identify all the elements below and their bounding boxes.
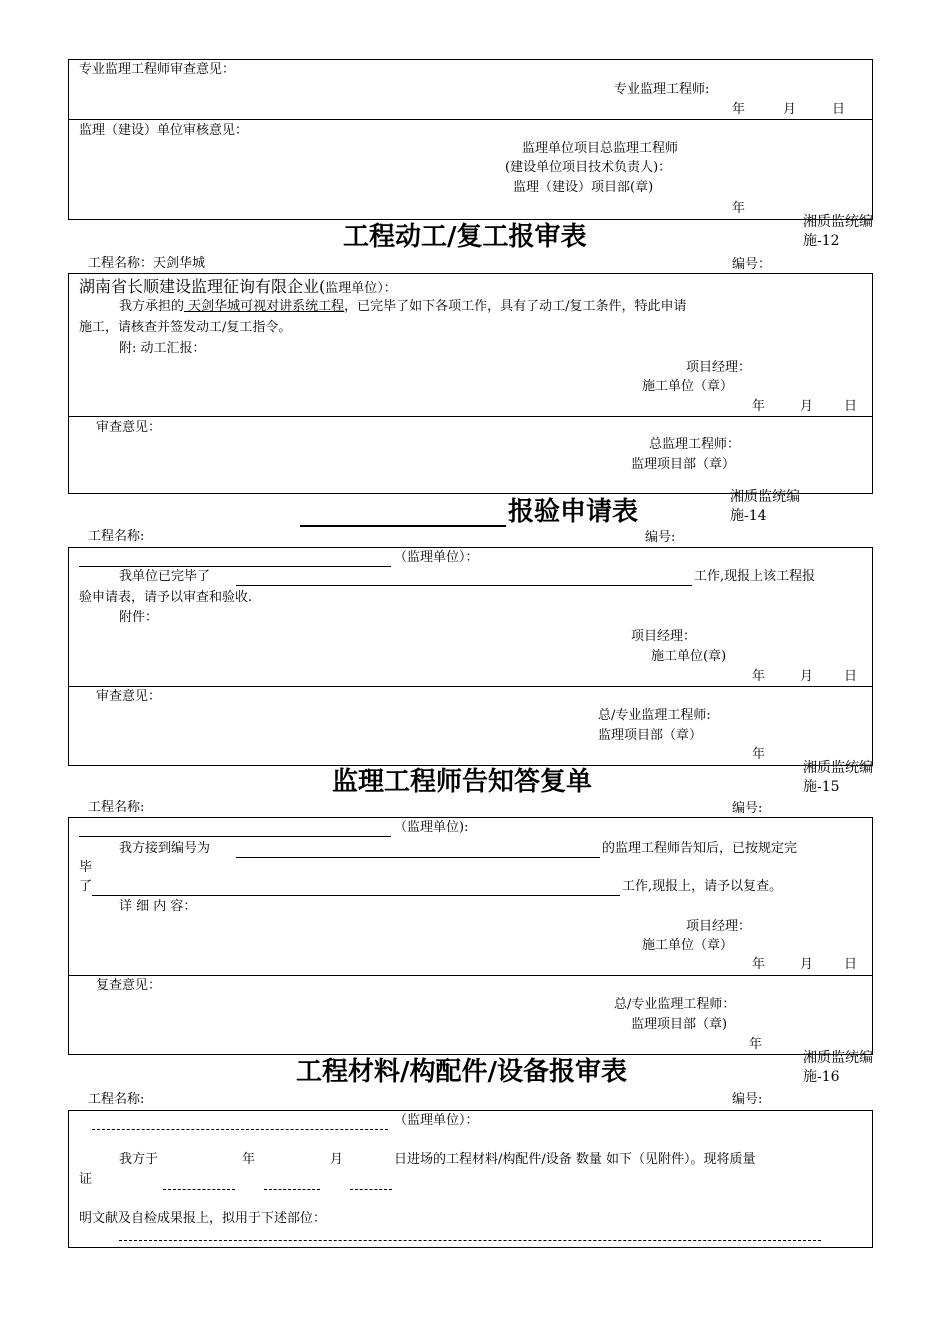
date-day: 日 (844, 669, 858, 684)
month-blank (264, 1189, 320, 1190)
addressee-suffix: （监理单位): (394, 820, 469, 835)
body-prefix: 我单位已完毕了 (119, 569, 211, 584)
dept-seal-label: 监理项目部（章) (631, 1017, 728, 1032)
number-label: 编号: (645, 530, 676, 545)
contractor-label: 施工单位(章) (651, 649, 727, 664)
body-text (119, 300, 687, 315)
number-label: 编号: (732, 1092, 763, 1107)
detail-label: 详 细 内 容： (119, 899, 197, 914)
attachment-label: 附件： (119, 610, 159, 625)
form14-title: 报验申请表 (508, 497, 639, 527)
form16-title: 工程材料/构配件/设备报审表 (296, 1057, 627, 1087)
body-year: 年 (242, 1152, 256, 1167)
date-year: 年 (752, 747, 766, 762)
date-year: 年 (752, 957, 766, 972)
body-suffix: 日进场的工程材料/构配件/设备 数量 如下（见附件）。现将质量 (394, 1152, 756, 1167)
date-year: 年 (749, 1037, 763, 1052)
date-month: 月 (800, 669, 814, 684)
body-line3: 明文献及自检成果报上，拟用于下述部位： (79, 1211, 327, 1226)
work-blank (236, 585, 692, 586)
chief-engineer-label: 总/专业监理工程师: (598, 708, 711, 723)
contractor-label: 施工单位（章） (642, 938, 734, 953)
row-divider (68, 975, 873, 976)
date-month: 月 (783, 102, 797, 117)
form16-table (68, 1110, 873, 1248)
dept-seal-label: 监理项目部（章） (631, 457, 736, 472)
form-code-15 (803, 759, 903, 797)
project-name-label: 工程名称: (88, 1092, 145, 1107)
body-suffix: 工作,现报上该工程报 (694, 569, 816, 584)
title-blank-line (300, 525, 506, 527)
engineer-signature-label: 专业监理工程师: (614, 82, 710, 97)
body-project: 天剑华城可视对讲系统工程 (184, 299, 345, 314)
attachment-label: 附: 动工汇报： (119, 341, 206, 356)
day-blank (350, 1189, 392, 1190)
number-label: 编号: (732, 801, 763, 816)
review-label: 审查意见： (96, 420, 162, 435)
year-blank (163, 1189, 235, 1190)
form-code-line1: 湘质监统编 (730, 489, 800, 505)
project-name-label: 工程名称: (88, 529, 145, 544)
pm-label: 项目经理： (686, 919, 752, 934)
date-day: 日 (844, 957, 858, 972)
dept-seal-label: 监理项目部（章） (598, 728, 703, 743)
body-line2: 施工，请核查并签发动工/复工指令。 (79, 320, 292, 335)
row-divider (68, 119, 873, 120)
body-line2: 验申请表，请予以审查和验收. (79, 590, 253, 605)
date-year: 年 (752, 669, 766, 684)
date-month: 月 (800, 399, 814, 414)
row-divider (68, 686, 873, 687)
pm-label: 项目经理： (631, 629, 697, 644)
body-line2: 毕 (79, 860, 93, 875)
notice-number-blank (236, 857, 600, 858)
date-year: 年 (732, 102, 746, 117)
contractor-label: 施工单位（章） (642, 379, 734, 394)
prev-form-table (68, 59, 873, 220)
form-code-line1: 湘质监统编 (803, 214, 873, 230)
project-dept-seal-label: 监理（建设）项目部(章) (513, 180, 654, 195)
body-line3-suffix: 工作,现报上，请予以复查。 (622, 879, 783, 894)
form-code-16 (803, 1049, 903, 1087)
row-divider (68, 416, 873, 417)
form-code-line2: 施-12 (803, 232, 840, 249)
number-label: 编号： (732, 257, 772, 272)
addressee-suffix: 监理单位）： (325, 281, 397, 296)
location-blank (119, 1240, 821, 1241)
review-label: 审查意见： (96, 689, 162, 704)
project-name-label: 工程名称：天剑华城 (88, 256, 206, 271)
addressee-blank (92, 1129, 388, 1130)
form-code-line1: 湘质监统编 (803, 760, 873, 776)
chief-engineer-label: 总监理工程师： (649, 437, 741, 452)
pm-label: 项目经理： (686, 360, 752, 375)
chief-engineer-label: 监理单位项目总监理工程师 (522, 141, 679, 156)
date-day: 日 (832, 102, 846, 117)
body-prefix: 我方于 (119, 1152, 159, 1167)
addressee-blank (79, 836, 391, 837)
form15-title: 监理工程师告知答复单 (332, 767, 593, 797)
review-opinion-label: 专业监理工程师审查意见： (79, 62, 236, 77)
form-code-line2: 施-15 (803, 778, 840, 795)
chief-engineer-label: 总/专业监理工程师： (614, 997, 736, 1012)
addressee-line (79, 278, 397, 297)
review-label: 复查意见： (96, 978, 162, 993)
date-year: 年 (752, 399, 766, 414)
body-suffix: ，已完毕了如下各项工作，具有了动工/复工条件，特此申请 (344, 299, 687, 314)
body-month: 月 (330, 1152, 344, 1167)
form-code-line2: 施-16 (803, 1068, 840, 1085)
addressee-blank (79, 566, 391, 567)
body-line3-prefix: 了 (79, 879, 93, 894)
date-year: 年 (732, 201, 746, 216)
date-month: 月 (800, 957, 814, 972)
addressee-suffix: （监理单位）： (394, 550, 479, 565)
body-suffix: 的监理工程师告知后，已按规定完 (602, 841, 798, 856)
project-name-label: 工程名称: (88, 800, 145, 815)
body-prefix: 我方承担的 (119, 299, 185, 314)
audit-opinion-label: 监理（建设）单位审核意见： (79, 123, 249, 138)
body-line2: 证 (79, 1172, 93, 1187)
addressee-name: 湖南省长顺建设监理征询有限企业( (79, 277, 326, 296)
form-code-line1: 湘质监统编 (803, 1050, 873, 1066)
date-day: 日 (844, 399, 858, 414)
addressee-suffix: （监理单位）： (394, 1113, 479, 1128)
form-code-line2: 施-14 (730, 507, 767, 524)
form12-title: 工程动工/复工报审表 (343, 222, 587, 252)
form-code-14 (730, 488, 830, 526)
body-prefix: 我方接到编号为 (119, 841, 211, 856)
form-code-12 (803, 213, 903, 251)
tech-lead-label: (建设单位项目技术负责人)： (505, 160, 672, 175)
work-blank (92, 895, 620, 896)
